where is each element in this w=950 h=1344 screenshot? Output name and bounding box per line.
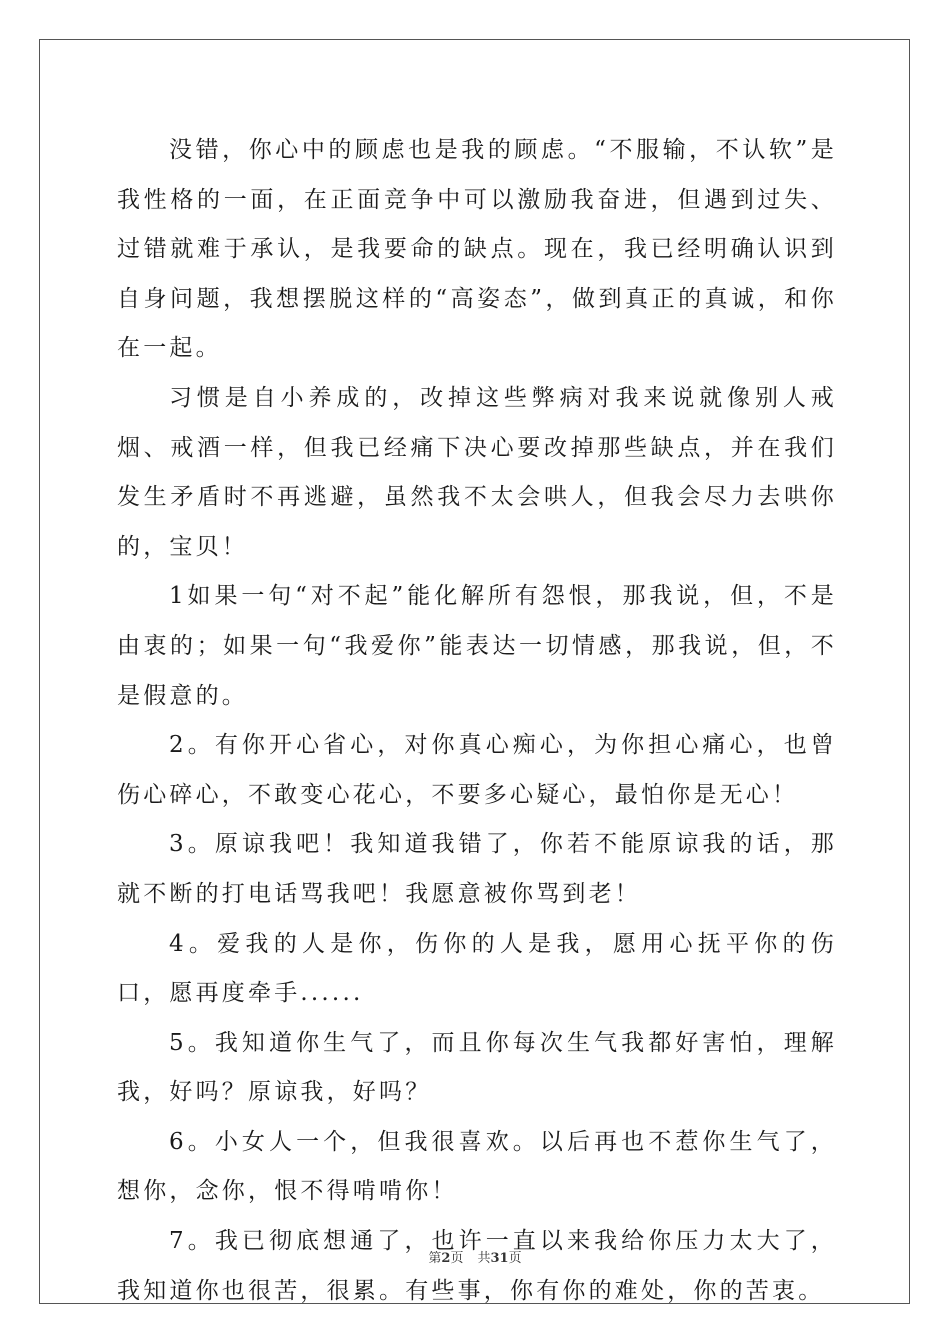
page-suffix: 页 bbox=[450, 1251, 464, 1266]
current-page-number: 2 bbox=[441, 1251, 451, 1266]
total-suffix: 页 bbox=[508, 1251, 522, 1266]
page-footer bbox=[0, 1247, 950, 1266]
paragraph: 3。原谅我吧！我知道我错了，你若不能原谅我的话，那就不断的打电话骂我吧！我愿意被你骂到老！ bbox=[117, 831, 837, 907]
paragraph: 7。我已彻底想通了，也许一直以来我给你压力太大了，我知道你也很苦，很累。有些事，你有你的难处，你的苦衷。 bbox=[117, 1228, 837, 1304]
paragraph: 没错，你心中的顾虑也是我的顾虑。“不服输，不认软”是我性格的一面，在正面竞争中可以激励我奋进，但遇到过失、过错就难于承认，是我要命的缺点。现在，我已经明确认识到自身问题，我想摆脱这样的“高姿态”，做到真正的真诚，和你在一起。 bbox=[117, 137, 837, 362]
paragraph: 4。爱我的人是你，伤你的人是我，愿用心抚平你的伤口，愿再度牵手...... bbox=[117, 930, 837, 1007]
paragraph: 6。小女人一个，但我很喜欢。以后再也不惹你生气了，想你，念你，恨不得啃啃你！ bbox=[117, 1128, 837, 1205]
paragraph: 2。有你开心省心，对你真心痴心，为你担心痛心，也曾伤心碎心，不敢变心花心，不要多心疑心，最怕你是无心！ bbox=[117, 732, 837, 808]
paragraph: 习惯是自小养成的，改掉这些弊病对我来说就像别人戒烟、戒酒一样，但我已经痛下决心要改掉那些缺点，并在我们发生矛盾时不再逃避，虽然我不太会哄人，但我会尽力去哄你的，宝贝！ bbox=[117, 384, 837, 560]
total-pages-number: 31 bbox=[490, 1251, 509, 1266]
paragraph: 5。我知道你生气了，而且你每次生气我都好害怕，理解我，好吗？原谅我，好吗？ bbox=[117, 1029, 837, 1106]
paragraph: 1如果一句“对不起”能化解所有怨恨，那我说，但，不是由衷的；如果一句“我爱你”能表达一切情感，那我说，但，不是假意的。 bbox=[117, 583, 837, 709]
document-body bbox=[117, 126, 837, 1316]
page-prefix: 第 bbox=[428, 1251, 442, 1266]
total-prefix: 共 bbox=[477, 1251, 491, 1266]
